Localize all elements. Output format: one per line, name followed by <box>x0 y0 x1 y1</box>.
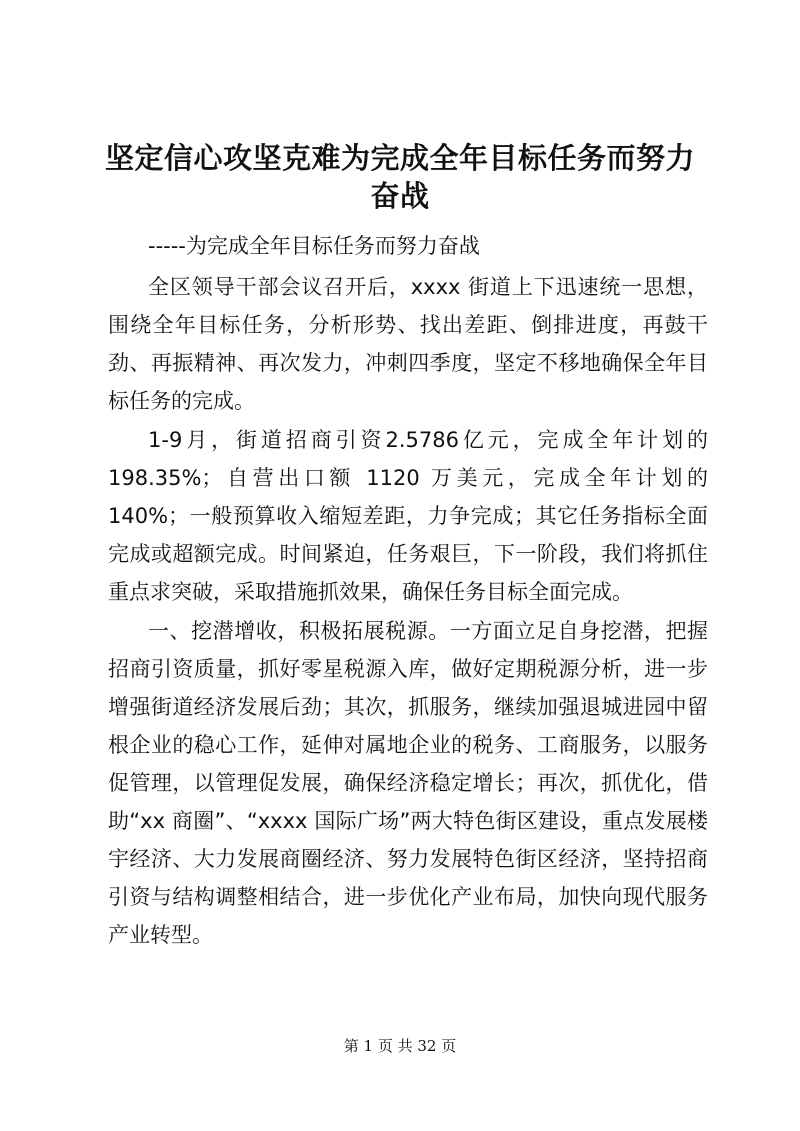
paragraph-progress: 1-9月，街道招商引资2.5786亿元，完成全年计划的198.35%；自营出口额 1120 万美元，完成全年计划的 140%；一般预算收入缩短差距，力争完成；其它任务指标全面完成或超额完成。时间紧迫，任务艰巨，下一阶段，我们将抓住重点求突破，采取措施抓效果，确保任务目标全面完成。 <box>108 428 708 604</box>
document-subtitle: -----为完成全年目标任务而努力奋战 <box>148 234 480 258</box>
paragraph-section-one: 一、挖潜增收，积极拓展税源。一方面立足自身挖潜，把握招商引资质量，抓好零星税源入库，做好定期税源分析，进一步增强街道经济发展后劲；其次，抓服务，继续加强退城进园中留根企业的稳心工作，延伸对属地企业的税务、工商服务，以服务促管理，以管理促发展，确保经济稳定增长；再次，抓优化，借助“xx 商圈”、“xxxx 国际广场”两大特色街区建设，重点发展楼宇经济、大力发展商圈经济、努力发展特色街区经济，坚持招商引资与结构调整相结合，进一步优化产业布局，加快向现代服务产业转型。 <box>108 619 708 947</box>
paragraph-intro: 全区领导干部会议召开后，xxxx 街道上下迅速统一思想，围绕全年目标任务，分析形势、找出差距、倒排进度，再鼓干劲、再振精神、再次发力，冲刺四季度，坚定不移地确保全年目标任务的完成。 <box>108 275 708 413</box>
document-title: 坚定信心攻坚克难为完成全年目标任务而努力奋战 <box>104 141 695 213</box>
page-number-footer: 第 1 页 共 32 页 <box>343 1037 457 1055</box>
document-body <box>108 268 708 955</box>
